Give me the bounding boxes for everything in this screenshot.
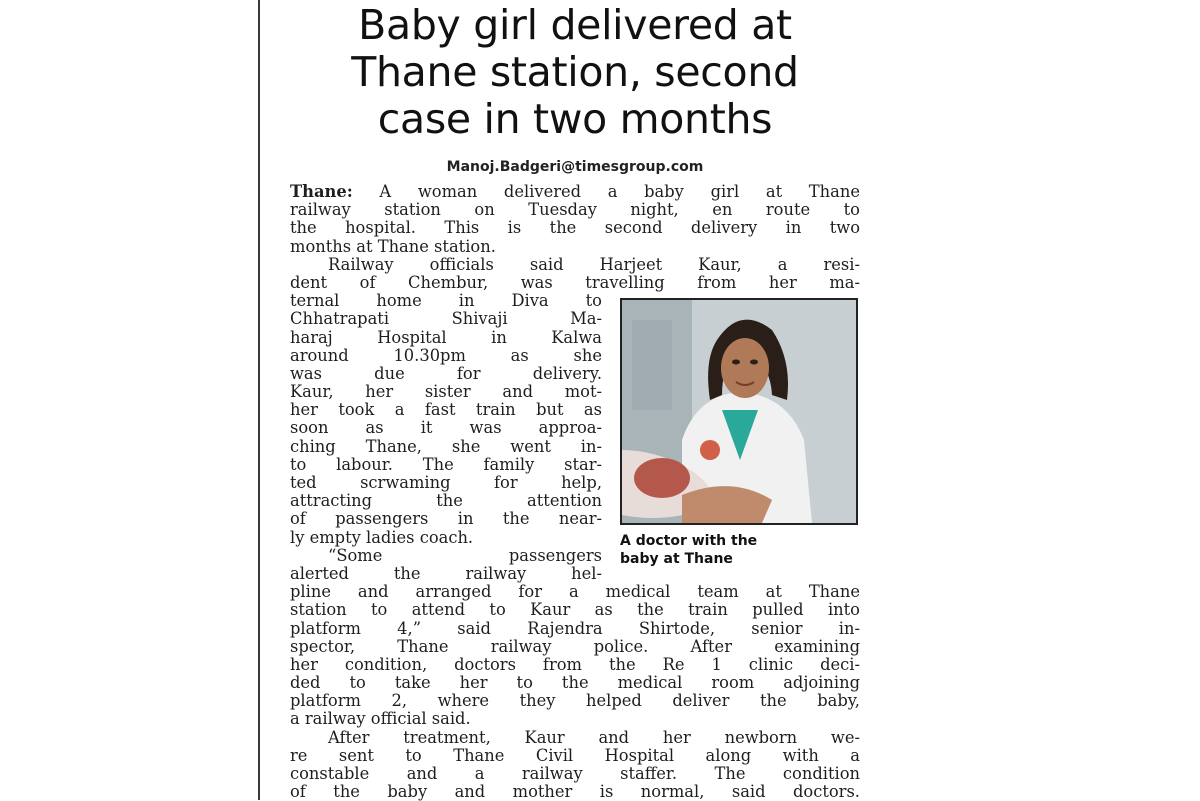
body-line: to labour. The family star- [290, 455, 602, 474]
caption-line: A doctor with the [620, 533, 758, 549]
body-line-text: A woman delivered a baby girl at Thane [352, 183, 860, 201]
body-line: her condition, doctors from the Re 1 clinic deci- [290, 655, 860, 674]
column-rule [258, 0, 260, 800]
body-line: re sent to Thane Civil Hospital along with a [290, 746, 860, 765]
headline-line: case in two months [377, 95, 773, 143]
byline-email: Manoj.Badgeri@timesgroup.com [446, 159, 704, 175]
body-line: a railway official said. [290, 710, 471, 729]
dateline: Thane: [290, 183, 353, 201]
doctor-photo-illustration [622, 300, 856, 523]
body-line: pline and arranged for a medical team at Thane [290, 583, 860, 602]
body-line: alerted the railway hel- [290, 564, 602, 583]
headline [290, 0, 860, 143]
body-line: around 10.30pm as she [290, 346, 602, 365]
caption-line: baby at Thane [620, 551, 733, 567]
body-line: of passengers in the near- [290, 510, 602, 529]
headline-line: Baby girl delivered at [358, 1, 792, 49]
body-line: ted scrwaming for help, [290, 474, 602, 492]
body-line: months at Thane station. [290, 237, 496, 256]
body-line: After treatment, Kaur and her newborn we- [328, 728, 860, 747]
body-line: was due for delivery. [290, 364, 602, 383]
body-line: railway station on Tuesday night, en route to [290, 201, 860, 220]
body-line: soon as it was approa- [290, 419, 602, 438]
body-line: station to attend to Kaur as the train pulled into [290, 601, 860, 620]
body-line: spector, Thane railway police. After examining [290, 637, 860, 656]
body-line: her took a fast train but as [290, 401, 602, 420]
news-article [290, 0, 860, 800]
body-line: attracting the attention [290, 492, 602, 511]
body-line: ternal home in Diva to [290, 292, 602, 311]
body-line: ly empty ladies coach. [290, 528, 474, 547]
body-line: the hospital. This is the second delivery in two [290, 219, 860, 238]
body-line: platform 2, where they helped deliver the baby, [290, 692, 860, 711]
body-line: ching Thane, she went in- [290, 437, 602, 456]
body-line: platform 4,” said Rajendra Shirtode, senior in- [290, 619, 860, 638]
body-line: ded to take her to the medical room adjoining [290, 674, 860, 693]
body-line: of the baby and mother is normal, said doctors. [290, 783, 860, 801]
body-line: constable and a railway staffer. The condition [290, 765, 860, 783]
doctor-holding-baby-photo [620, 298, 858, 525]
body-line: haraj Hospital in Kalwa [290, 328, 602, 347]
body-line: Chhatrapati Shivaji Ma- [290, 310, 602, 329]
body-line: Kaur, her sister and mot- [290, 383, 602, 402]
body-line: Railway officials said Harjeet Kaur, a resi- [328, 255, 860, 274]
body-line [290, 183, 860, 201]
headline-line: Thane station, second [351, 48, 799, 96]
photo-caption [620, 532, 858, 568]
body-line: dent of Chembur, was travelling from her ma- [290, 273, 860, 292]
body-line: “Some passengers [328, 546, 602, 565]
